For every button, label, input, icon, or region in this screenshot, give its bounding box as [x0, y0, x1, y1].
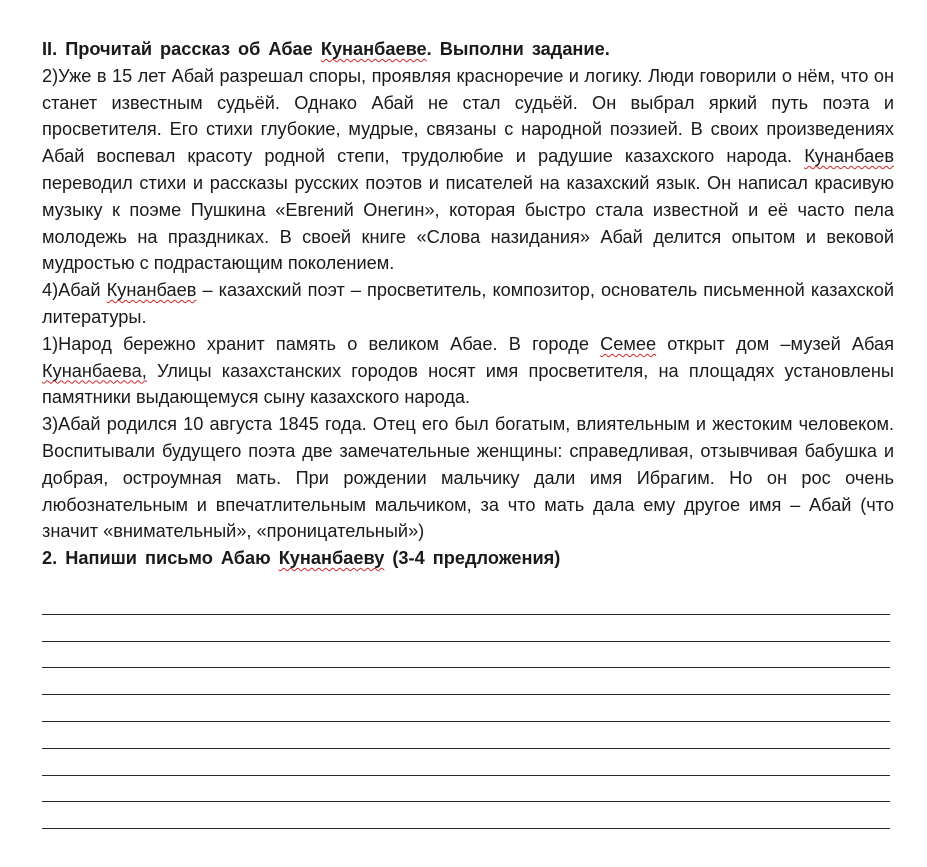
- worksheet: [42, 36, 894, 829]
- answer-line[interactable]: [42, 695, 890, 722]
- answer-line[interactable]: [42, 802, 890, 829]
- paragraph-2: [42, 63, 894, 277]
- answer-lines: [42, 588, 894, 829]
- paragraph-1-city: Семее: [600, 333, 657, 354]
- paragraph-2-text-end: переводил стихи и рассказы русских поэтов и писателей на казахский язык. Он написал красивую музыку к поэме Пушкина «Евгений Онегин», которая быстро стала известной и её часто пела молодежь на праздниках. В своей книге «Слова назидания» Абай делится опытом и вековой мудростью с подрастающим поколением.: [42, 172, 894, 274]
- heading-text: II. Прочитай рассказ об Абае: [42, 39, 321, 59]
- answer-line[interactable]: [42, 749, 890, 776]
- paragraph-4-text: 4)Абай: [42, 280, 107, 301]
- paragraph-4-text-end: – казахский поэт – просветитель, композитор, основатель письменной казахской литературы.: [42, 280, 894, 327]
- paragraph-2-text: 2)Уже в 15 лет Абай разрешал споры, проявляя красноречие и логику. Люди говорили о нём, что он станет известным судьёй. Однако Абай не стал судьёй. Он выбрал яркий путь поэта и просветителя. Его стихи глубокие, мудрые, связаны с народной поэзией. В своих произведениях Абай воспевал красоту родной степи, трудолюбие и радушие казахского народа.: [42, 65, 894, 167]
- task-2-text: 2. Напиши письмо Абаю: [42, 548, 279, 569]
- paragraph-1-text-end: Улицы казахстанских городов носят имя просветителя, на площадях установлены памятники выдающемуся сыну казахского народа.: [42, 360, 894, 408]
- paragraph-1: [42, 331, 894, 411]
- answer-line[interactable]: [42, 776, 890, 803]
- answer-line[interactable]: [42, 615, 890, 642]
- heading-text-end: . Выполни задание.: [426, 39, 610, 59]
- paragraph-2-name: Кунанбаев: [804, 146, 894, 167]
- paragraph-4: [42, 277, 894, 331]
- answer-line[interactable]: [42, 668, 890, 695]
- task-2-text-end: (3-4 предложения): [384, 548, 561, 569]
- task-2-heading: [42, 545, 894, 572]
- paragraph-1-name: Кунанбаева,: [42, 360, 147, 381]
- paragraph-1-text: 1)Народ бережно хранит память о великом Абае. В городе: [42, 333, 601, 354]
- paragraph-1-text-mid: открыт дом –музей Абая: [656, 333, 894, 354]
- answer-line[interactable]: [42, 588, 890, 615]
- answer-line[interactable]: [42, 642, 890, 669]
- heading-name: Кунанбаеве: [320, 39, 427, 59]
- paragraph-4-name: Кунанбаев: [106, 280, 197, 301]
- task-1-heading: [42, 36, 894, 63]
- task-2-name: Кунанбаеву: [278, 548, 385, 569]
- paragraph-3-text: 3)Абай родился 10 августа 1845 года. Отец его был богатым, влиятельным и жестоким человеком. Воспитывали будущего поэта две замечательные женщины: справедливая, отзывчивая бабушка и добрая, остроумная мать. При рождении мальчику дали имя Ибрагим. Но он рос очень любознательным и впечатлительным мальчиком, за что мать дала ему другое имя – Абай (что значит «внимательный», «проницательный»): [42, 414, 894, 542]
- paragraph-3: [42, 411, 894, 545]
- answer-line[interactable]: [42, 722, 890, 749]
